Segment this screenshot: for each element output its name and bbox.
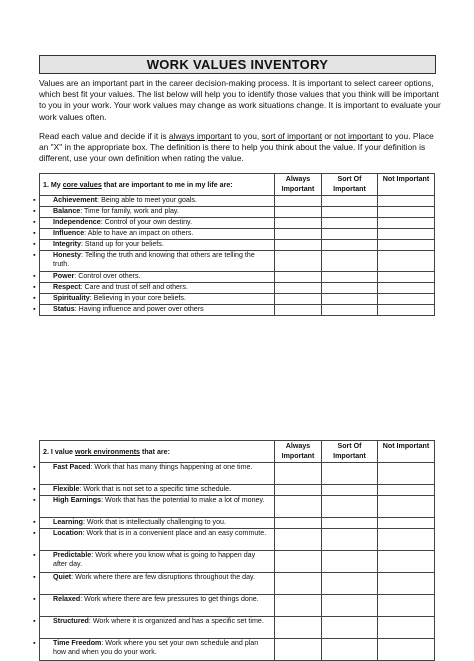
bullet-icon: ▪: [33, 551, 36, 559]
bullet-icon: ▪: [33, 196, 36, 204]
bullet-icon: ▪: [33, 518, 36, 526]
value-row: [40, 617, 435, 639]
core-values-question: 1. My core values that are important to me in my life are:: [40, 174, 275, 196]
checkbox-sort-of-important[interactable]: [322, 229, 378, 240]
value-description: : Work where it is organized and has a specific set time.: [88, 617, 264, 625]
value-label: [33, 272, 275, 283]
bullet-icon: ▪: [33, 573, 36, 581]
value-label: [33, 529, 275, 551]
checkbox-sort-of-important[interactable]: [322, 240, 378, 251]
value-row: [40, 272, 435, 283]
checkbox-always-important[interactable]: [275, 196, 322, 207]
value-label: [33, 496, 275, 518]
value-label: [33, 617, 275, 639]
checkbox-not-important[interactable]: [378, 305, 435, 316]
value-label: [33, 251, 275, 272]
checkbox-always-important[interactable]: [275, 463, 322, 485]
checkbox-always-important[interactable]: [275, 485, 322, 496]
value-name: Honesty: [53, 251, 81, 259]
value-name: Respect: [53, 283, 81, 291]
value-label: [33, 518, 275, 529]
value-row: [40, 240, 435, 251]
checkbox-not-important[interactable]: [378, 463, 435, 485]
value-name: Fast Paced: [53, 463, 91, 471]
value-name: Balance: [53, 207, 81, 215]
value-description: : Work where there are few disruptions throughout the day.: [71, 573, 256, 581]
bullet-icon: ▪: [33, 207, 36, 215]
checkbox-not-important[interactable]: [378, 218, 435, 229]
checkbox-sort-of-important[interactable]: [322, 294, 378, 305]
checkbox-sort-of-important[interactable]: [322, 218, 378, 229]
intro: [39, 78, 444, 172]
checkbox-sort-of-important[interactable]: [322, 283, 378, 294]
checkbox-always-important[interactable]: [275, 272, 322, 283]
value-description: : Stand up for your beliefs.: [80, 240, 164, 248]
bullet-icon: ▪: [33, 283, 36, 291]
checkbox-not-important[interactable]: [378, 639, 435, 661]
bullet-icon: ▪: [33, 496, 36, 504]
checkbox-sort-of-important[interactable]: [322, 595, 378, 617]
checkbox-not-important[interactable]: [378, 272, 435, 283]
value-name: Status: [53, 305, 75, 313]
intro-p2-text-d: to you. Place an "X" in the appropriate box. The definition is there to help you think about the value. If your definition is different, use your own definition when rating the value.: [39, 130, 434, 164]
intro-p2-text-c: or: [322, 130, 335, 141]
value-name: Quiet: [53, 573, 72, 581]
value-name: Location: [53, 529, 83, 537]
value-label: [33, 240, 275, 251]
checkbox-not-important[interactable]: [378, 496, 435, 518]
value-description: : Having influence and power over others: [74, 305, 204, 313]
checkbox-sort-of-important[interactable]: [322, 639, 378, 661]
value-row: [40, 529, 435, 551]
value-description: : Work where you set your own schedule and plan how and when you do your work.: [53, 639, 259, 657]
value-label: [33, 485, 275, 496]
checkbox-not-important[interactable]: [378, 207, 435, 218]
bullet-icon: ▪: [33, 294, 36, 302]
value-name: Relaxed: [53, 595, 81, 603]
value-description: : Time for family, work and play.: [80, 207, 179, 215]
value-row: [40, 207, 435, 218]
value-description: : Work that is in a convenient place and an easy commute.: [82, 529, 267, 537]
value-name: Predictable: [53, 551, 92, 559]
intro-p2-text-b: to you,: [231, 130, 262, 141]
value-name: Integrity: [53, 240, 81, 248]
value-label: [33, 305, 275, 316]
header-sort-of-important: Sort Of Important: [322, 174, 378, 196]
checkbox-sort-of-important[interactable]: [322, 496, 378, 518]
bullet-icon: ▪: [33, 617, 36, 625]
checkbox-always-important[interactable]: [275, 617, 322, 639]
bullet-icon: ▪: [33, 251, 36, 259]
value-description: : Being able to meet your goals.: [97, 196, 197, 204]
checkbox-not-important[interactable]: [378, 283, 435, 294]
value-description: : Believing in your core beliefs.: [89, 294, 186, 302]
header-always-important: Always Important: [275, 441, 322, 463]
value-row: [40, 283, 435, 294]
header-not-important: Not Important: [378, 441, 435, 463]
work-environments-question: 2. I value work environments that are:: [40, 441, 275, 463]
bullet-icon: ▪: [33, 240, 36, 248]
value-row: [40, 496, 435, 518]
checkbox-sort-of-important[interactable]: [322, 573, 378, 595]
value-row: [40, 551, 435, 573]
value-description: : Telling the truth and knowing that others are telling the truth.: [53, 251, 255, 269]
checkbox-always-important[interactable]: [275, 294, 322, 305]
checkbox-always-important[interactable]: [275, 207, 322, 218]
intro-sort-of-important: sort of important: [261, 130, 323, 141]
checkbox-sort-of-important[interactable]: [322, 305, 378, 316]
work-environments-table: [33, 440, 435, 661]
checkbox-sort-of-important[interactable]: [322, 529, 378, 551]
intro-always-important: always important: [168, 130, 232, 141]
value-description: : Control over others.: [74, 272, 141, 280]
checkbox-sort-of-important[interactable]: [322, 551, 378, 573]
checkbox-sort-of-important[interactable]: [322, 518, 378, 529]
checkbox-not-important[interactable]: [378, 529, 435, 551]
intro-paragraph-2: [39, 131, 444, 165]
checkbox-always-important[interactable]: [275, 595, 322, 617]
value-label: [33, 595, 275, 617]
checkbox-always-important[interactable]: [275, 529, 322, 551]
value-label: [33, 207, 275, 218]
value-name: Power: [53, 272, 75, 280]
bullet-icon: ▪: [33, 272, 36, 280]
value-label: [33, 283, 275, 294]
checkbox-not-important[interactable]: [378, 251, 435, 272]
checkbox-not-important[interactable]: [378, 294, 435, 305]
value-label: [33, 196, 275, 207]
checkbox-always-important[interactable]: [275, 496, 322, 518]
header-sort-of-important: Sort Of Important: [322, 441, 378, 463]
value-name: Flexible: [53, 485, 80, 493]
value-description: : Able to have an impact on others.: [84, 229, 194, 237]
value-name: Spirituality: [53, 294, 90, 302]
intro-paragraph-1: Values are an important part in the career decision-making process. It is important to select career options, which best fit your values. The list below will help you to identify those values that you think will be important to you in your work. Your work values may change as work situations change. It is important to evaluate your work values often.: [39, 78, 441, 122]
value-label: [33, 639, 275, 661]
value-row: [40, 485, 435, 496]
bullet-icon: ▪: [33, 639, 36, 647]
value-name: Achievement: [53, 196, 98, 204]
checkbox-always-important[interactable]: [275, 240, 322, 251]
value-name: Independence: [53, 218, 101, 226]
value-name: Time Freedom: [53, 639, 102, 647]
checkbox-sort-of-important[interactable]: [322, 272, 378, 283]
value-row: [40, 463, 435, 485]
bullet-icon: ▪: [33, 595, 36, 603]
checkbox-always-important[interactable]: [275, 518, 322, 529]
checkbox-not-important[interactable]: [378, 240, 435, 251]
header-always-important: Always Important: [275, 174, 322, 196]
checkbox-always-important[interactable]: [275, 283, 322, 294]
bullet-icon: ▪: [33, 305, 36, 313]
value-name: High Earnings: [53, 496, 102, 504]
value-name: Learning: [53, 518, 83, 526]
checkbox-not-important[interactable]: [378, 229, 435, 240]
value-description: : Work that is intellectually challenging to you.: [82, 518, 226, 526]
checkbox-sort-of-important[interactable]: [322, 463, 378, 485]
value-label: [33, 294, 275, 305]
value-label: [33, 218, 275, 229]
value-description: : Work that is not set to a specific time schedule.: [79, 485, 232, 493]
value-row: [40, 294, 435, 305]
checkbox-sort-of-important[interactable]: [322, 196, 378, 207]
checkbox-not-important[interactable]: [378, 518, 435, 529]
value-description: : Work that has many things happening at one time.: [90, 463, 253, 471]
bullet-icon: ▪: [33, 218, 36, 226]
value-description: : Control of your own destiny.: [100, 218, 193, 226]
value-name: Structured: [53, 617, 89, 625]
bullet-icon: ▪: [33, 529, 36, 537]
checkbox-not-important[interactable]: [378, 617, 435, 639]
value-description: : Work where you know what is going to happen day after day.: [53, 551, 256, 569]
value-row: [40, 639, 435, 661]
checkbox-not-important[interactable]: [378, 196, 435, 207]
checkbox-not-important[interactable]: [378, 551, 435, 573]
value-row: [40, 229, 435, 240]
value-row: [40, 218, 435, 229]
value-row: [40, 305, 435, 316]
checkbox-always-important[interactable]: [275, 551, 322, 573]
value-name: Influence: [53, 229, 85, 237]
core-values-table: [33, 173, 435, 316]
bullet-icon: ▪: [33, 229, 36, 237]
value-row: [40, 573, 435, 595]
page-title: WORK VALUES INVENTORY: [39, 55, 436, 74]
value-label: [33, 573, 275, 595]
value-label: [33, 551, 275, 573]
intro-p2-text-a: Read each value and decide if it is: [39, 130, 169, 141]
checkbox-not-important[interactable]: [378, 485, 435, 496]
checkbox-not-important[interactable]: [378, 573, 435, 595]
checkbox-sort-of-important[interactable]: [322, 617, 378, 639]
value-row: [40, 251, 435, 272]
value-label: [33, 229, 275, 240]
value-description: : Work where there are few pressures to get things done.: [80, 595, 259, 603]
value-description: : Work that has the potential to make a lot of money.: [101, 496, 265, 504]
value-row: [40, 518, 435, 529]
checkbox-always-important[interactable]: [275, 229, 322, 240]
checkbox-always-important[interactable]: [275, 218, 322, 229]
checkbox-always-important[interactable]: [275, 573, 322, 595]
checkbox-always-important[interactable]: [275, 639, 322, 661]
value-row: [40, 595, 435, 617]
intro-not-important: not important: [334, 130, 384, 141]
checkbox-not-important[interactable]: [378, 595, 435, 617]
value-row: [40, 196, 435, 207]
bullet-icon: ▪: [33, 463, 36, 471]
checkbox-always-important[interactable]: [275, 305, 322, 316]
value-description: : Care and trust of self and others.: [80, 283, 188, 291]
checkbox-sort-of-important[interactable]: [322, 485, 378, 496]
checkbox-sort-of-important[interactable]: [322, 251, 378, 272]
checkbox-sort-of-important[interactable]: [322, 207, 378, 218]
value-label: [33, 463, 275, 485]
bullet-icon: ▪: [33, 485, 36, 493]
header-not-important: Not Important: [378, 174, 435, 196]
checkbox-always-important[interactable]: [275, 251, 322, 272]
